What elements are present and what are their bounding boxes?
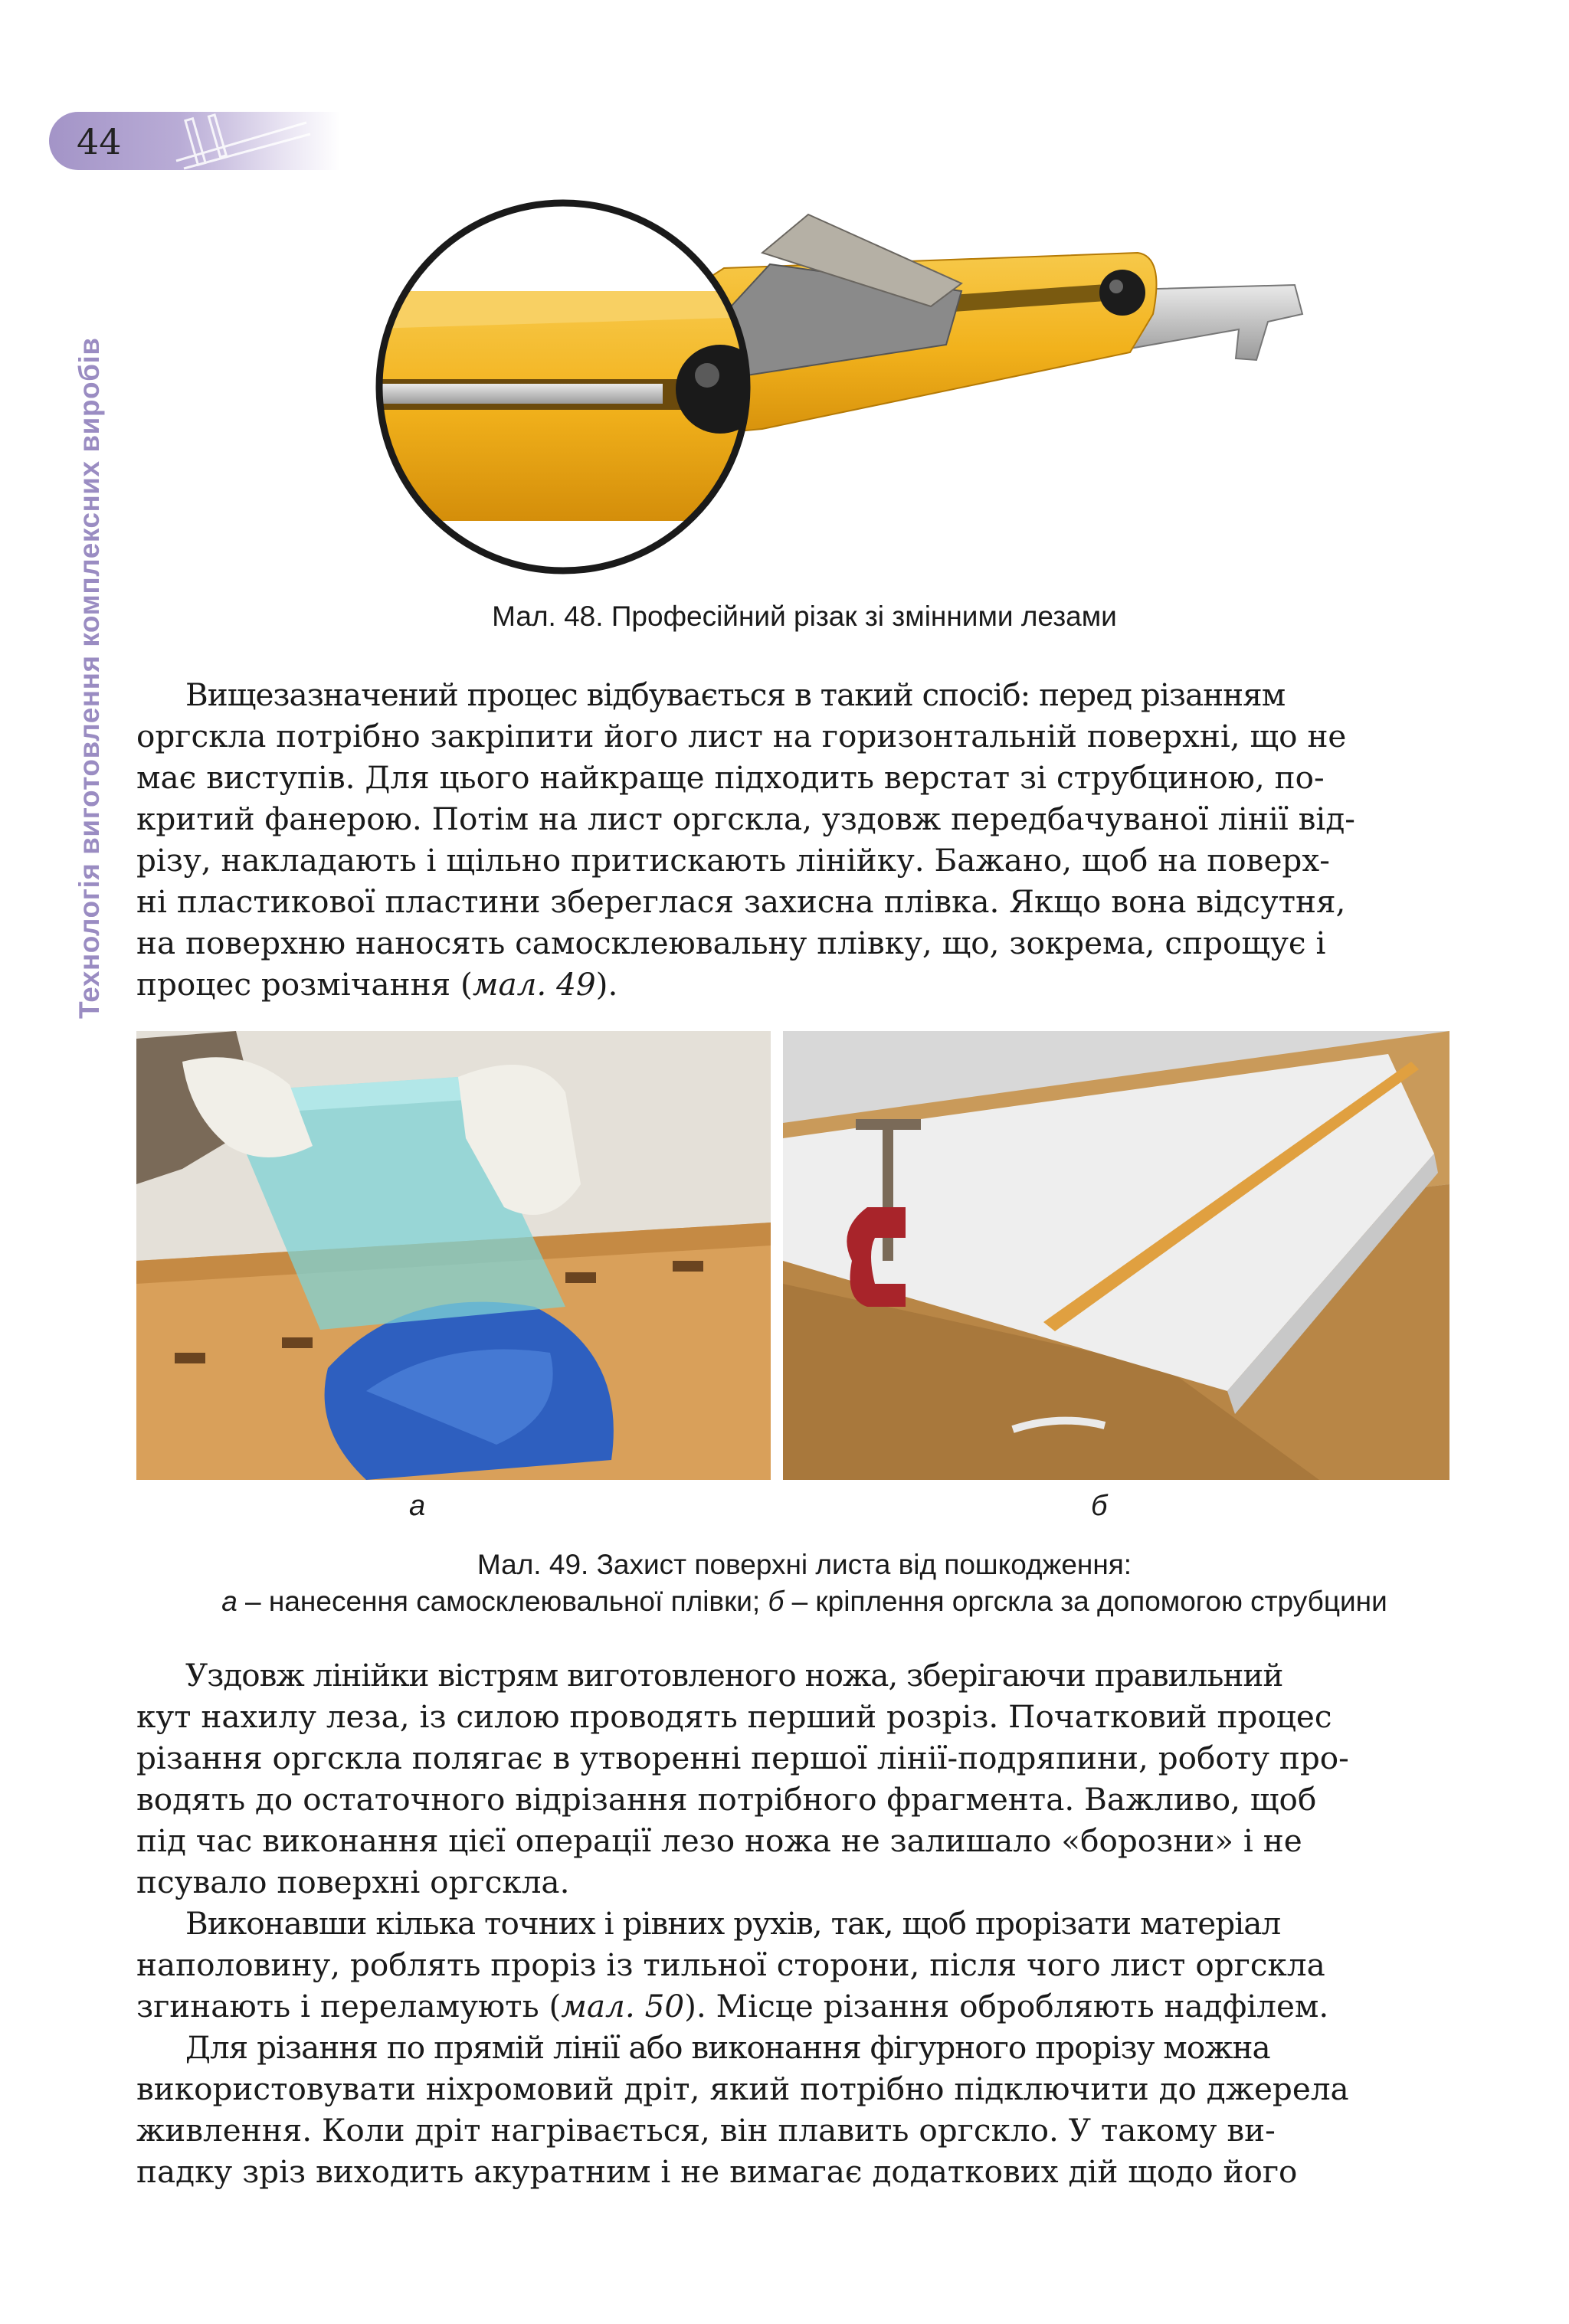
paragraph-line: на поверхню наносять самосклеювальну плівку, що, зокрема, спрощує і [136, 925, 1326, 961]
paragraph-line: оргскла потрібно закріпити його лист на горизонтальній поверхні, що не [136, 718, 1347, 754]
paragraph-line: кут нахилу леза, із силою проводять перший розріз. Початковий процес [136, 1698, 1332, 1735]
paragraph-1 [136, 674, 1449, 1005]
professional-cutter-illustration [272, 199, 1329, 597]
subfigure-a-label: а [409, 1490, 426, 1522]
caption-letter-b: б [768, 1586, 784, 1617]
paragraph-last-line [136, 1985, 1449, 2027]
paragraph-line: використовувати ніхромовий дріт, який потрібно підключити до джерела [136, 2070, 1349, 2107]
text-run: процес розмічання ( [136, 966, 473, 1003]
paragraph-line: Уздовж лінійки вістрям виготовленого ножа, зберігаючи правильний [185, 1657, 1283, 1694]
figure-reference: мал. 49 [472, 966, 596, 1003]
figure48-caption: Мал. 48. Професійний різак зі змінними лезами [492, 601, 1117, 632]
paragraph-last-line [136, 964, 1449, 1005]
caption-letter-a: а [221, 1586, 237, 1617]
paragraph-line: різання оргскла полягає в утворенні першої лінії-подряпини, роботу про- [136, 1740, 1349, 1776]
figure-reference: мал. 50 [561, 1988, 685, 2024]
paragraph-line: водять до остаточного відрізання потрібного фрагмента. Важливо, щоб [136, 1781, 1317, 1818]
text-run: згинають і переламують ( [136, 1988, 562, 2024]
paragraph-line: Виконавши кілька точних і рівних рухів, так, щоб прорізати матеріал [185, 1905, 1281, 1942]
paragraph-line: падку зріз виходить акуратним і не вимагає додаткових дій щодо його [136, 2153, 1298, 2190]
paragraph-line: живлення. Коли дріт нагрівається, він плавить оргскло. У такому ви- [136, 2112, 1276, 2149]
paragraph-line: наполовину, роблять проріз із тильної сторони, після чого лист оргскла [136, 1946, 1325, 1983]
running-title: Технологія виготовлення комплексних виробів [74, 337, 105, 1019]
subfigure-b-label: б [1091, 1490, 1108, 1522]
paragraph-3 [136, 1903, 1449, 2027]
page-number: 44 [77, 121, 122, 162]
text-run: ). [595, 966, 618, 1003]
paragraph-line: Вищезазначений процес відбувається в такий спосіб: перед різанням [185, 676, 1286, 713]
caption-text-a: – нанесення самосклеювальної плівки; [237, 1586, 768, 1617]
caliper-decoration-icon [161, 107, 314, 176]
figure49-caption-line1: Мал. 49. Захист поверхні листа від пошкодження: [477, 1549, 1132, 1580]
paragraph-line: Для різання по прямій лінії або виконання фігурного прорізу можна [185, 2029, 1270, 2066]
paragraph-line: має виступів. Для цього найкраще підходить верстат зі струбциною, по- [136, 759, 1325, 796]
paragraph-line: під час виконання цієї операції лезо ножа не залишало «борозни» і не [136, 1822, 1302, 1859]
figure49-caption-line2 [115, 1586, 1494, 1618]
photo-film-application [136, 1031, 771, 1480]
paragraph-4 [136, 2027, 1449, 2192]
caption-text-b: – кріплення оргскла за допомогою струбцини [784, 1586, 1387, 1617]
photo-clamped-plexiglass [783, 1031, 1449, 1480]
paragraph-line: критий фанерою. Потім на лист оргскла, уздовж передбачуваної лінії від- [136, 800, 1355, 837]
paragraph-line: різу, накладають і щільно притискають лінійку. Бажано, щоб на поверх- [136, 842, 1330, 879]
paragraph-line: псувало поверхні оргскла. [136, 1864, 570, 1900]
paragraph-2 [136, 1655, 1449, 1903]
text-run: ). Місце різання обробляють надфілем. [684, 1988, 1329, 2024]
paragraph-line: ні пластикової пластини збереглася захисна плівка. Якщо вона відсутня, [136, 883, 1346, 920]
